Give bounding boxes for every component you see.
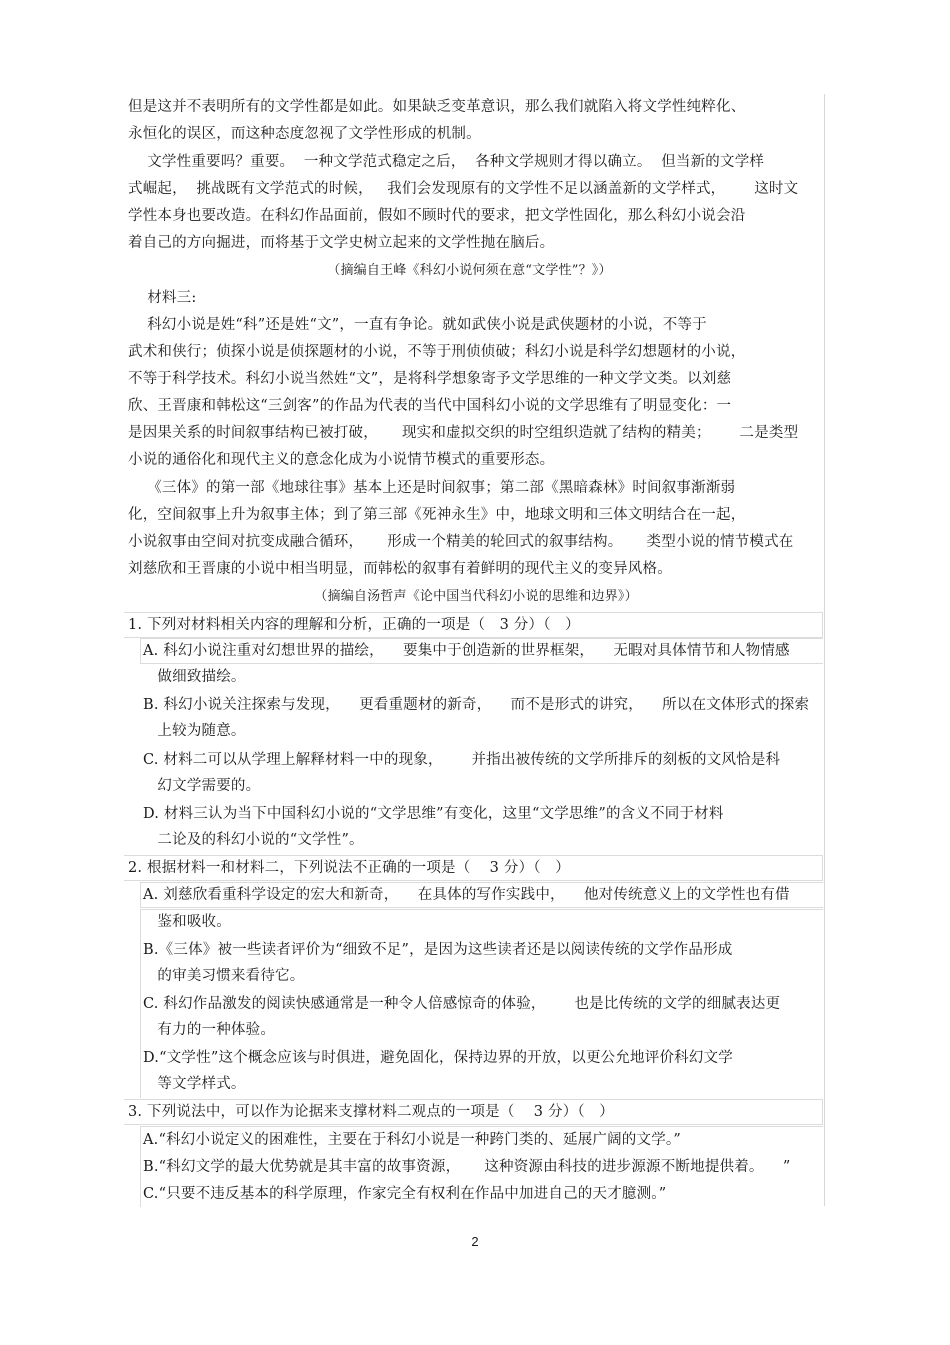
passage-line: 不等于科学技术。科幻小说当然姓“文”，是将科学想象寄予文学思维的一种文学文类。以刘慈 — [128, 371, 732, 387]
option-d-cont: 二论及的科幻小说的“文学性”。 — [143, 832, 364, 848]
option-a: A. 科幻小说注重对幻想世界的描绘， 要集中于创造新的世界框架， 无暇对具体情节和人物情感 — [143, 643, 790, 659]
passage-line: 永恒化的误区，而这种态度忽视了文学性形成的机制。 — [128, 126, 481, 142]
option-b-cont: 上较为随意。 — [143, 723, 246, 739]
passage-line: 刘慈欣和王晋康的小说中相当明显，而韩松的叙事有着鲜明的现代主义的变异风格。 — [128, 561, 672, 577]
passage-line: 科幻小说是姓“科”还是姓“文”，一直有争论。就如武侠小说是武侠题材的小说，不等于 — [128, 317, 707, 333]
source-citation: （摘编自王峰《科幻小说何须在意“文学性”？》） — [128, 263, 612, 278]
option-b: B.“科幻文学的最大优势就是其丰富的故事资源， 这种资源由科技的进步源源不断地提供着。 ” — [143, 1159, 791, 1175]
option-a: A.“科幻小说定义的困难性，主要在于科幻小说是一种跨门类的、延展广阔的文学。” — [143, 1132, 681, 1148]
passage-line: 《三体》的第一部《地球往事》基本上还是时间叙事；第二部《黑暗森林》时间叙事渐渐弱 — [128, 480, 736, 496]
option-b-cont: 的审美习惯来看待它。 — [143, 968, 305, 984]
passage-line: 但是这并不表明所有的文学性都是如此。如果缺乏变革意识，那么我们就陷入将文学性纯粹化、 — [128, 99, 746, 115]
option-b: B.《三体》被一些读者评价为“细致不足”，是因为这些读者还是以阅读传统的文学作品形成 — [143, 942, 733, 958]
question-stem: 2. 根据材料一和材料二，下列说法不正确的一项是（ 3 分）（ ） — [128, 860, 570, 876]
source-citation: （摘编自汤哲声《论中国当代科幻小说的思维和边界》） — [128, 589, 638, 604]
passage-line: 学性本身也要改造。在科幻作品面前，假如不顾时代的要求，把文学性固化，那么科幻小说会沿 — [128, 208, 746, 224]
option-c: C.“只要不违反基本的科学原理，作家完全有权利在作品中加进自己的天才臆测。” — [143, 1186, 667, 1202]
option-a-cont: 做细致描绘。 — [143, 669, 246, 685]
passage-line: 武术和侠行；侦探小说是侦探题材的小说，不等于刑侦侦破；科幻小说是科学幻想题材的小说， — [128, 344, 746, 360]
option-d: D.“文学性”这个概念应该与时俱进，避免固化，保持边界的开放，以更公允地评价科幻文学 — [143, 1050, 733, 1066]
passage-line: 式崛起， 挑战既有文学范式的时候， 我们会发现原有的文学性不足以涵盖新的文学样式， 这时文 — [128, 181, 799, 197]
question-stem: 1. 下列对材料相关内容的理解和分析，正确的一项是（ 3 分）（ ） — [128, 617, 580, 633]
option-c-cont: 有力的一种体验。 — [143, 1022, 276, 1038]
passage-line: 欣、王晋康和韩松这“三剑客”的作品为代表的当代中国科幻小说的文学思维有了明显变化：一 — [128, 398, 732, 414]
option-d-cont: 等文学样式。 — [143, 1076, 246, 1092]
option-c: C. 材料二可以从学理上解释材料一中的现象， 并指出被传统的文学所排斥的刻板的文风恰是科 — [143, 752, 781, 768]
section-heading: 材料三: — [128, 290, 197, 306]
option-d: D. 材料三认为当下中国科幻小说的“文学思维”有变化，这里“文学思维”的含义不同于材料 — [143, 806, 724, 822]
passage-line: 是因果关系的时间叙事结构已被打破， 现实和虚拟交织的时空组织造就了结构的精美； 二是类型 — [128, 425, 799, 441]
page-number: 2 — [471, 1234, 479, 1249]
option-b: B. 科幻小说关注探索与发现， 更看重题材的新奇， 而不是形式的讲究， 所以在文体形式的探索 — [143, 697, 810, 713]
option-a: A. 刘慈欣看重科学设定的宏大和新奇， 在具体的写作实践中， 他对传统意义上的文学性也有借 — [143, 887, 790, 903]
passage-line: 小说的通俗化和现代主义的意念化成为小说情节模式的重要形态。 — [128, 452, 555, 468]
question-stem: 3. 下列说法中，可以作为论据来支撑材料二观点的一项是（ 3 分）（ ） — [128, 1104, 614, 1120]
passage-line: 着自己的方向掘进，而将基于文学史树立起来的文学性抛在脑后。 — [128, 235, 555, 251]
passage-line: 化，空间叙事上升为叙事主体；到了第三部《死神永生》中，地球文明和三体文明结合在一起， — [128, 507, 746, 523]
option-c-cont: 幻文学需要的。 — [143, 778, 261, 794]
option-c: C. 科幻作品激发的阅读快感通常是一种令人倍感惊奇的体验， 也是比传统的文学的细腻表达更 — [143, 996, 781, 1012]
passage-line: 文学性重要吗？重要。 一种文学范式稳定之后， 各种文学规则才得以确立。 但当新的文学样 — [128, 154, 765, 170]
option-a-cont: 鉴和吸收。 — [143, 914, 231, 930]
passage-line: 小说叙事由空间对抗变成融合循环， 形成一个精美的轮回式的叙事结构。 类型小说的情节模式在 — [128, 534, 794, 550]
